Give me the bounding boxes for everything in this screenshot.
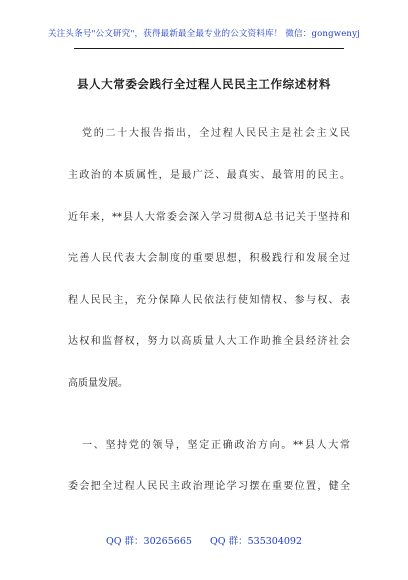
paragraph-line: 委会把全过程人民民主政治理论学习摆在重要位置，健全 — [68, 481, 350, 492]
paragraph-line: 程人民民主，充分保障人民依法行使知情权、参与权、表 — [68, 295, 350, 306]
paragraph-line: 主政治的本质属性，是最广泛、最真实、最管用的民主。 — [68, 170, 350, 181]
paragraph-line: 高质量发展。 — [68, 378, 128, 389]
footer-qq-groups: QQ 群：30265665 QQ 群：535304092 — [105, 536, 303, 547]
header-divider — [74, 48, 344, 49]
document-title: 县人大常委会践行全过程人民民主工作综述材料 — [76, 77, 332, 91]
header-banner: 关注头条号"公文研究"，获得最新最全最专业的公文资料库！ 微信：gongwenyj — [48, 29, 360, 39]
paragraph-line: 一、坚持党的领导，坚定正确政治方向。**县人大常 — [82, 440, 350, 451]
paragraph-line: 党的二十大报告指出，全过程人民民主是社会主义民 — [82, 128, 350, 139]
paragraph-line: 达权和监督权，努力以高质量人大工作助推全县经济社会 — [68, 336, 350, 347]
paragraph-line: 近年来，**县人大常委会深入学习贯彻A总书记关于坚持和 — [68, 212, 350, 223]
paragraph-line: 完善人民代表大会制度的重要思想，积极践行和发展全过 — [68, 253, 350, 264]
